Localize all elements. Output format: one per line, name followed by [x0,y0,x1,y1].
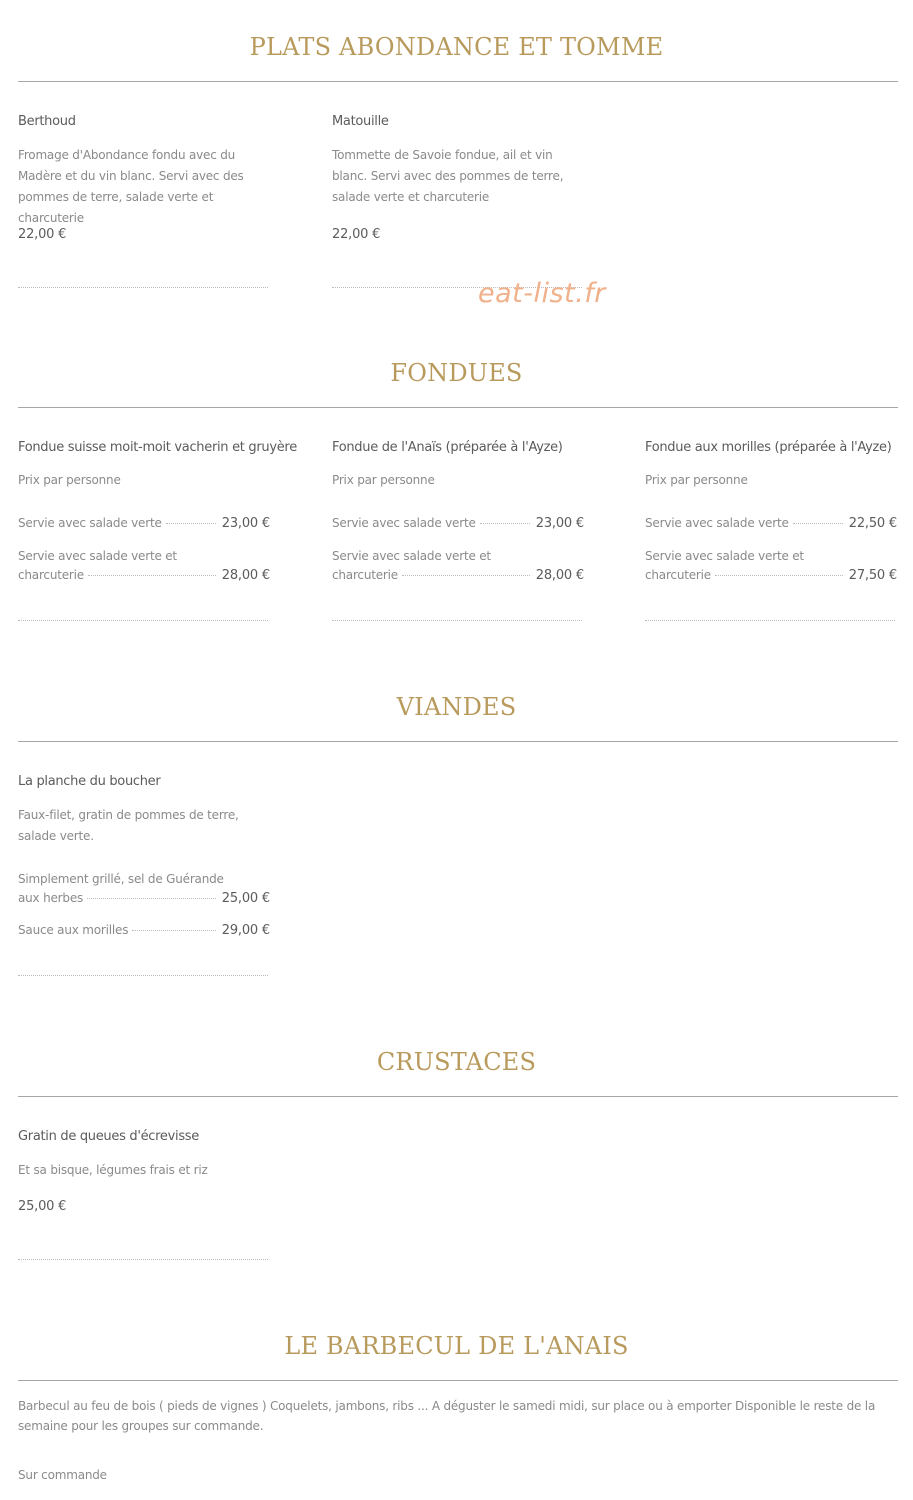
dotted-separator [18,1259,268,1260]
item-name-matouille: Matouille [332,114,389,129]
option-label: aux herbes [18,891,84,905]
option-price: 22,50 € [848,516,897,531]
option-label: charcuterie [18,568,84,582]
item-name-fondue-suisse: Fondue suisse moit-moit vacherin et gruyère [18,440,297,455]
dotted-separator [18,975,268,976]
item-note: Prix par personne [332,473,435,487]
option-label: Servie avec salade verte [332,516,476,530]
option-label: Sauce aux morilles [18,923,129,937]
section-title-barbecul: LE BARBECUL DE L'ANAIS [284,1332,629,1360]
item-note: Prix par personne [645,473,748,487]
option-price: 29,00 € [221,923,270,938]
barbecul-description: Barbecul au feu de bois ( pieds de vignes ) Coquelets, jambons, ribs ... A déguster le samedi midi, sur place ou à emporter Disponible le reste de la semaine pour les groupes sur commande. [18,1399,876,1433]
price-option [332,514,584,533]
item-desc-gratin: Et sa bisque, légumes frais et riz [18,1163,208,1177]
option-label: Servie avec salade verte et [645,549,804,563]
price-option [332,547,584,585]
price-option [18,547,270,585]
item-price-berthoud: 22,00 € [18,227,67,242]
item-name-fondue-anais: Fondue de l'Anaïs (préparée à l'Ayze) [332,440,563,455]
item-price-gratin: 25,00 € [18,1199,67,1214]
option-price: 28,00 € [221,568,270,583]
section-title-abondance: PLATS ABONDANCE ET TOMME [249,33,664,61]
watermark-logo: eat-list.fr [478,278,606,309]
price-option [645,547,897,585]
item-name-gratin: Gratin de queues d'écrevisse [18,1129,199,1144]
option-price: 25,00 € [221,891,270,906]
item-desc-planche: Faux-filet, gratin de pommes de terre, salade verte. [18,808,239,843]
option-label: Simplement grillé, sel de Guérande [18,872,224,886]
dotted-separator [18,287,268,288]
option-price: 23,00 € [535,516,584,531]
dotted-separator [332,620,582,621]
item-name-berthoud: Berthoud [18,114,76,129]
price-option [18,514,270,533]
dotted-separator [18,620,268,621]
option-label: Servie avec salade verte [645,516,789,530]
section-title-fondues: FONDUES [390,359,523,387]
option-label: Servie avec salade verte [18,516,162,530]
option-label: charcuterie [645,568,711,582]
option-label: charcuterie [332,568,398,582]
option-label: Servie avec salade verte et [18,549,177,563]
price-option [18,870,270,908]
item-price-matouille: 22,00 € [332,227,381,242]
divider [18,1096,898,1097]
option-price: 23,00 € [221,516,270,531]
divider [18,741,898,742]
item-note: Prix par personne [18,473,121,487]
section-title-viandes: VIANDES [396,693,517,721]
item-desc-matouille: Tommette de Savoie fondue, ail et vin blanc. Servi avec des pommes de terre, salade verte et charcuterie [332,148,564,204]
price-option [18,921,270,940]
divider [18,407,898,408]
dotted-separator [645,620,895,621]
option-price: 27,50 € [848,568,897,583]
price-option [645,514,897,533]
option-label: Servie avec salade verte et [332,549,491,563]
item-name-planche: La planche du boucher [18,774,161,789]
option-price: 28,00 € [535,568,584,583]
item-desc-berthoud: Fromage d'Abondance fondu avec du Madère et du vin blanc. Servi avec des pommes de terre, salade verte et charcuterie [18,148,244,225]
section-title-crustaces: CRUSTACES [376,1048,537,1076]
divider [18,81,898,82]
divider [18,1380,898,1381]
barbecul-note: Sur commande [18,1468,107,1482]
item-name-fondue-morilles: Fondue aux morilles (préparée à l'Ayze) [645,440,892,455]
